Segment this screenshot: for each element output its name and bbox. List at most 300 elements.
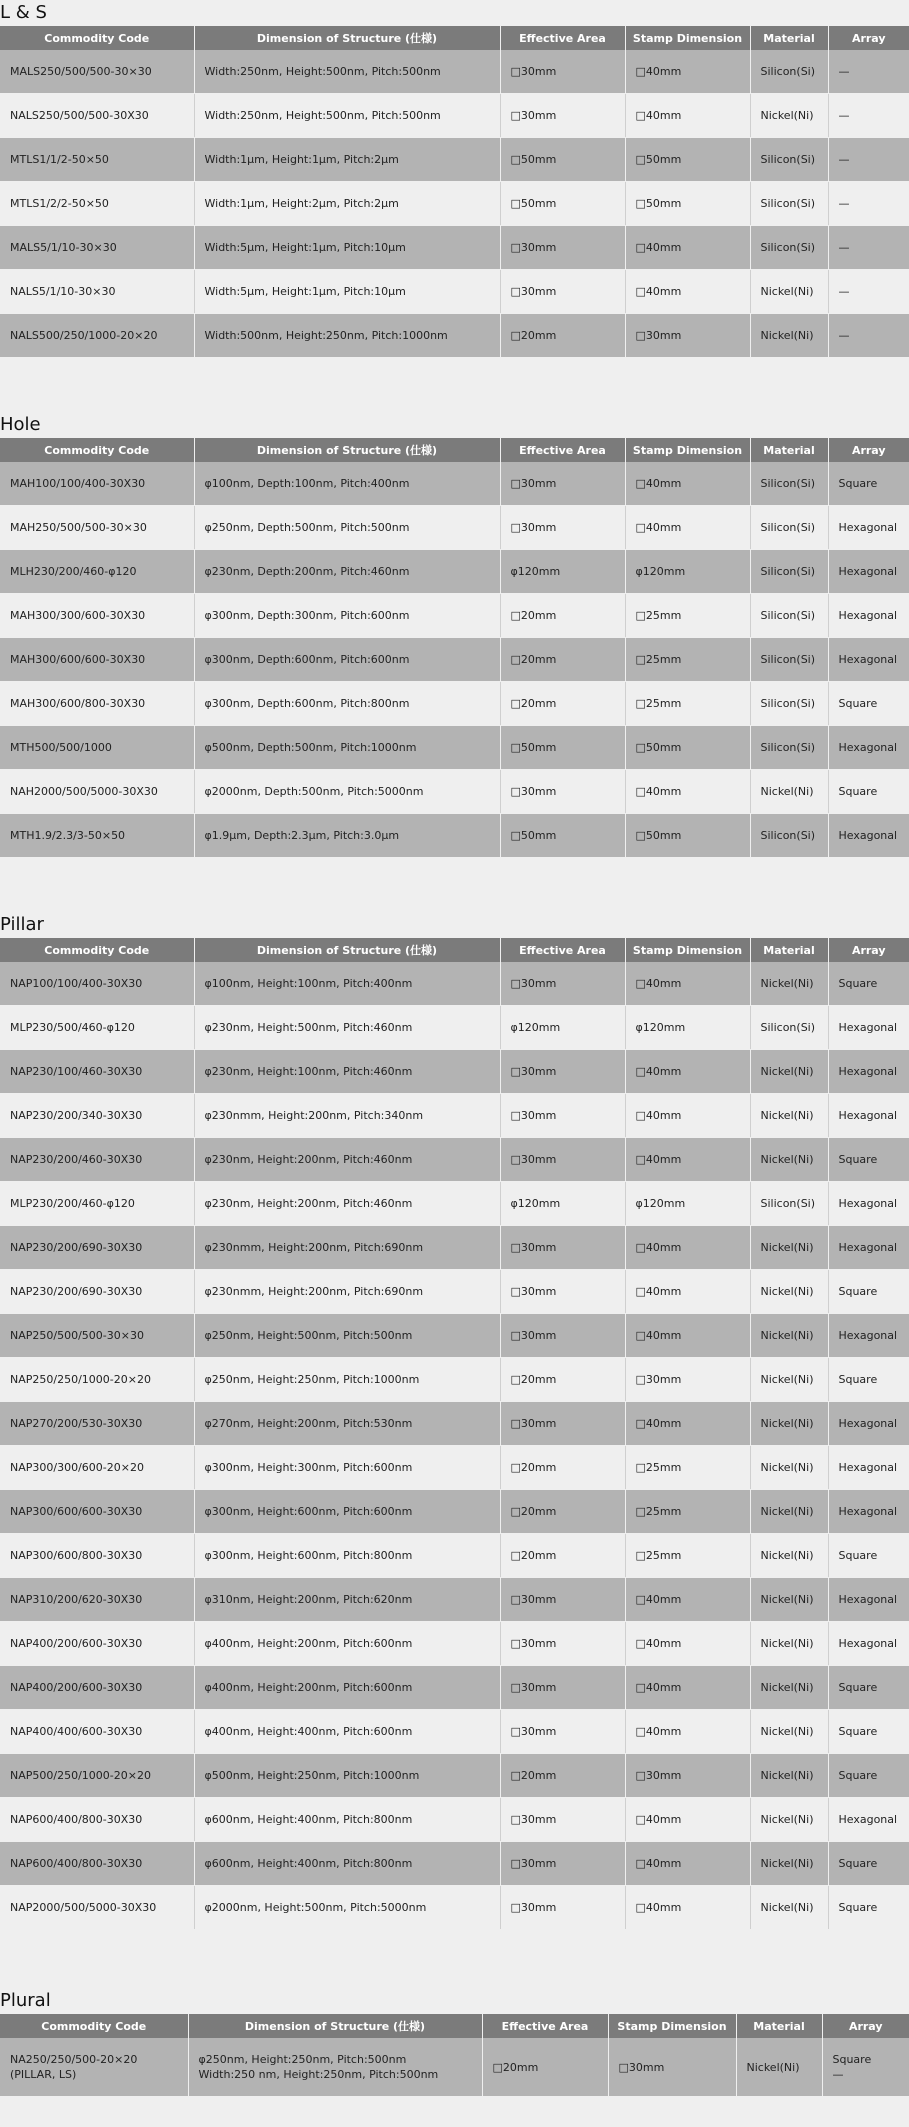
table-row <box>0 1622 909 1666</box>
header-dimension: Dimension of Structure (仕様) <box>188 2014 482 2038</box>
material-cell: Nickel(Ni) <box>750 94 828 138</box>
dimension-cell: Width:1μm, Height:2μm, Pitch:2μm <box>194 182 500 226</box>
table-row <box>0 1842 909 1886</box>
array-cell: Square <box>828 1842 909 1886</box>
material-cell: Nickel(Ni) <box>750 1842 828 1886</box>
stamp-dimension-cell: □40mm <box>625 962 750 1006</box>
commodity-code-cell: NAP600/400/800-30X30 <box>0 1842 194 1886</box>
table-row <box>0 1182 909 1226</box>
stamp-dimension-cell: □40mm <box>625 94 750 138</box>
effective-area-cell: □30mm <box>500 1798 625 1842</box>
commodity-code-cell: NAP270/200/530-30X30 <box>0 1402 194 1446</box>
array-cell: — <box>828 226 909 270</box>
material-cell: Silicon(Si) <box>750 182 828 226</box>
effective-area-cell: □30mm <box>500 270 625 314</box>
table-row <box>0 1006 909 1050</box>
array-cell: Square <box>828 1358 909 1402</box>
array-cell: Square <box>828 1138 909 1182</box>
commodity-code-cell: NAP250/500/500-30×30 <box>0 1314 194 1358</box>
table-row <box>0 1798 909 1842</box>
material-cell: Silicon(Si) <box>750 226 828 270</box>
table-row <box>0 1402 909 1446</box>
array-cell: Square <box>828 770 909 814</box>
effective-area-cell: □30mm <box>500 506 625 550</box>
dimension-cell: Width:250nm, Height:500nm, Pitch:500nm <box>194 50 500 94</box>
commodity-code-cell: MALS5/1/10-30×30 <box>0 226 194 270</box>
table-row <box>0 1094 909 1138</box>
material-cell: Nickel(Ni) <box>750 1358 828 1402</box>
effective-area-cell: □30mm <box>500 1050 625 1094</box>
stamp-dimension-cell: □50mm <box>625 138 750 182</box>
effective-area-cell: □30mm <box>500 226 625 270</box>
array-cell: — <box>828 94 909 138</box>
table-row <box>0 1138 909 1182</box>
material-cell: Nickel(Ni) <box>750 770 828 814</box>
material-cell: Silicon(Si) <box>750 50 828 94</box>
dimension-cell: φ300nm, Height:300nm, Pitch:600nm <box>194 1446 500 1490</box>
dimension-cell: φ100nm, Depth:100nm, Pitch:400nm <box>194 462 500 506</box>
commodity-code-cell: MTLS1/1/2-50×50 <box>0 138 194 182</box>
material-cell: Nickel(Ni) <box>750 1886 828 1930</box>
header-commodity-code: Commodity Code <box>0 26 194 50</box>
effective-area-cell: □30mm <box>500 962 625 1006</box>
effective-area-cell: □30mm <box>500 1094 625 1138</box>
table-row <box>0 506 909 550</box>
stamp-dimension-cell: □25mm <box>625 1490 750 1534</box>
header-effective-area: Effective Area <box>500 938 625 962</box>
stamp-dimension-cell: □30mm <box>625 1754 750 1798</box>
effective-area-cell: φ120mm <box>500 1182 625 1226</box>
header-material: Material <box>750 26 828 50</box>
array-cell: Square <box>828 462 909 506</box>
stamp-dimension-cell: □40mm <box>625 1666 750 1710</box>
material-cell: Nickel(Ni) <box>750 1226 828 1270</box>
stamp-dimension-cell: φ120mm <box>625 1006 750 1050</box>
stamp-dimension-cell: □30mm <box>608 2038 736 2097</box>
effective-area-cell: □30mm <box>500 770 625 814</box>
material-cell: Nickel(Ni) <box>750 1666 828 1710</box>
stamp-dimension-cell: □25mm <box>625 682 750 726</box>
pillar-table <box>0 938 909 1930</box>
table-row <box>0 314 909 358</box>
effective-area-cell: φ120mm <box>500 1006 625 1050</box>
dimension-cell: φ230nmm, Height:200nm, Pitch:340nm <box>194 1094 500 1138</box>
array-cell: Hexagonal <box>828 1226 909 1270</box>
effective-area-cell: □30mm <box>500 94 625 138</box>
section-title-ls: L & S <box>0 2 47 23</box>
stamp-dimension-cell: □25mm <box>625 1446 750 1490</box>
table-row <box>0 1666 909 1710</box>
effective-area-cell: □30mm <box>500 1402 625 1446</box>
dimension-cell: Width:5μm, Height:1μm, Pitch:10μm <box>194 226 500 270</box>
stamp-dimension-cell: □40mm <box>625 1138 750 1182</box>
stamp-dimension-cell: □30mm <box>625 314 750 358</box>
material-cell: Nickel(Ni) <box>750 962 828 1006</box>
dimension-cell: Width:5μm, Height:1μm, Pitch:10μm <box>194 270 500 314</box>
dimension-cell: φ230nm, Height:100nm, Pitch:460nm <box>194 1050 500 1094</box>
dimension-cell: φ600nm, Height:400nm, Pitch:800nm <box>194 1842 500 1886</box>
table-row <box>0 1534 909 1578</box>
commodity-code-cell: NALS5/1/10-30×30 <box>0 270 194 314</box>
stamp-dimension-cell: □50mm <box>625 182 750 226</box>
effective-area-cell: □30mm <box>500 1622 625 1666</box>
material-cell: Silicon(Si) <box>750 594 828 638</box>
table-row <box>0 1050 909 1094</box>
array-cell: — <box>828 50 909 94</box>
header-commodity-code: Commodity Code <box>0 938 194 962</box>
commodity-code-cell: NAP250/250/1000-20×20 <box>0 1358 194 1402</box>
array-cell: Hexagonal <box>828 1402 909 1446</box>
dimension-cell: φ300nm, Depth:600nm, Pitch:600nm <box>194 638 500 682</box>
effective-area-cell: □30mm <box>500 1226 625 1270</box>
array-cell: Hexagonal <box>828 1006 909 1050</box>
header-material: Material <box>736 2014 822 2038</box>
array-cell: Square <box>828 962 909 1006</box>
stamp-dimension-cell: □40mm <box>625 1050 750 1094</box>
stamp-dimension-cell: □40mm <box>625 1314 750 1358</box>
array-cell <box>822 2038 909 2097</box>
effective-area-cell: □30mm <box>500 1710 625 1754</box>
material-cell: Nickel(Ni) <box>750 1490 828 1534</box>
table-row <box>0 2038 909 2097</box>
dimension-cell <box>188 2038 482 2097</box>
dimension-cell: φ230nmm, Height:200nm, Pitch:690nm <box>194 1226 500 1270</box>
stamp-dimension-cell: □40mm <box>625 462 750 506</box>
material-cell: Nickel(Ni) <box>750 1710 828 1754</box>
effective-area-cell: □30mm <box>500 1578 625 1622</box>
dimension-cell: φ100nm, Height:100nm, Pitch:400nm <box>194 962 500 1006</box>
dimension-cell: φ270nm, Height:200nm, Pitch:530nm <box>194 1402 500 1446</box>
commodity-code-cell: NAP500/250/1000-20×20 <box>0 1754 194 1798</box>
array-cell: — <box>828 314 909 358</box>
commodity-code-cell: MLP230/500/460-φ120 <box>0 1006 194 1050</box>
dimension-cell: φ500nm, Height:250nm, Pitch:1000nm <box>194 1754 500 1798</box>
material-cell: Nickel(Ni) <box>750 1050 828 1094</box>
array-cell: Hexagonal <box>828 1446 909 1490</box>
dimension-cell-line: Width:250 nm, Height:250nm, Pitch:500nm <box>198 2068 439 2081</box>
header-array: Array <box>828 938 909 962</box>
effective-area-cell: □20mm <box>500 1534 625 1578</box>
commodity-code-cell: MAH300/300/600-30X30 <box>0 594 194 638</box>
section-title-hole: Hole <box>0 414 41 435</box>
effective-area-cell: □20mm <box>500 682 625 726</box>
effective-area-cell: □30mm <box>500 1842 625 1886</box>
commodity-code-cell: NAP230/200/460-30X30 <box>0 1138 194 1182</box>
material-cell: Nickel(Ni) <box>750 1402 828 1446</box>
header-dimension: Dimension of Structure (仕様) <box>194 938 500 962</box>
table-row <box>0 1226 909 1270</box>
array-cell: Hexagonal <box>828 1798 909 1842</box>
commodity-code-cell: MTH500/500/1000 <box>0 726 194 770</box>
dimension-cell: φ400nm, Height:200nm, Pitch:600nm <box>194 1666 500 1710</box>
header-dimension: Dimension of Structure (仕様) <box>194 26 500 50</box>
stamp-dimension-cell: □40mm <box>625 1798 750 1842</box>
dimension-cell: φ300nm, Height:600nm, Pitch:600nm <box>194 1490 500 1534</box>
array-cell: — <box>828 182 909 226</box>
ls-table <box>0 26 909 358</box>
dimension-cell: φ230nm, Height:500nm, Pitch:460nm <box>194 1006 500 1050</box>
dimension-cell: φ400nm, Height:200nm, Pitch:600nm <box>194 1622 500 1666</box>
table-row <box>0 50 909 94</box>
dimension-cell: φ500nm, Depth:500nm, Pitch:1000nm <box>194 726 500 770</box>
material-cell: Silicon(Si) <box>750 814 828 858</box>
material-cell: Silicon(Si) <box>750 726 828 770</box>
header-stamp-dimension: Stamp Dimension <box>625 938 750 962</box>
material-cell: Nickel(Ni) <box>750 1094 828 1138</box>
header-effective-area: Effective Area <box>482 2014 608 2038</box>
material-cell: Nickel(Ni) <box>750 1138 828 1182</box>
stamp-dimension-cell: □40mm <box>625 1270 750 1314</box>
commodity-code-cell: NAP230/200/690-30X30 <box>0 1226 194 1270</box>
header-material: Material <box>750 938 828 962</box>
dimension-cell: φ600nm, Height:400nm, Pitch:800nm <box>194 1798 500 1842</box>
dimension-cell: φ2000nm, Height:500nm, Pitch:5000nm <box>194 1886 500 1930</box>
section-title-plural: Plural <box>0 1990 51 2011</box>
stamp-dimension-cell: □40mm <box>625 1886 750 1930</box>
material-cell: Nickel(Ni) <box>750 1446 828 1490</box>
array-cell: Square <box>828 682 909 726</box>
effective-area-cell: □20mm <box>500 1754 625 1798</box>
array-cell: Square <box>828 1666 909 1710</box>
table-row <box>0 1490 909 1534</box>
commodity-code-cell: NAP230/200/340-30X30 <box>0 1094 194 1138</box>
table-header-row <box>0 438 909 462</box>
table-row <box>0 770 909 814</box>
dimension-cell: φ230nm, Height:200nm, Pitch:460nm <box>194 1138 500 1182</box>
material-cell: Silicon(Si) <box>750 1182 828 1226</box>
commodity-code-cell: MAH100/100/400-30X30 <box>0 462 194 506</box>
commodity-code-cell: NAP230/100/460-30X30 <box>0 1050 194 1094</box>
table-header-row <box>0 26 909 50</box>
dimension-cell: φ230nmm, Height:200nm, Pitch:690nm <box>194 1270 500 1314</box>
table-header-row <box>0 2014 909 2038</box>
table-row <box>0 182 909 226</box>
commodity-code-cell: MAH300/600/800-30X30 <box>0 682 194 726</box>
stamp-dimension-cell: □30mm <box>625 1358 750 1402</box>
stamp-dimension-cell: □40mm <box>625 506 750 550</box>
commodity-code-cell: NAP300/600/600-30X30 <box>0 1490 194 1534</box>
commodity-code-cell <box>0 2038 188 2097</box>
commodity-code-cell: MALS250/500/500-30×30 <box>0 50 194 94</box>
material-cell: Nickel(Ni) <box>750 1622 828 1666</box>
commodity-code-cell: NAP300/300/600-20×20 <box>0 1446 194 1490</box>
stamp-dimension-cell: φ120mm <box>625 550 750 594</box>
material-cell: Nickel(Ni) <box>750 1314 828 1358</box>
stamp-dimension-cell: □40mm <box>625 270 750 314</box>
header-material: Material <box>750 438 828 462</box>
commodity-code-cell: MLH230/200/460-φ120 <box>0 550 194 594</box>
dimension-cell: φ300nm, Depth:300nm, Pitch:600nm <box>194 594 500 638</box>
dimension-cell: φ1.9μm, Depth:2.3μm, Pitch:3.0μm <box>194 814 500 858</box>
array-cell-line: — <box>832 2068 844 2081</box>
effective-area-cell: □30mm <box>500 1886 625 1930</box>
commodity-code-cell: NAP600/400/800-30X30 <box>0 1798 194 1842</box>
commodity-code-cell: NAP100/100/400-30X30 <box>0 962 194 1006</box>
stamp-dimension-cell: □40mm <box>625 1402 750 1446</box>
array-cell: Hexagonal <box>828 594 909 638</box>
table-row <box>0 594 909 638</box>
commodity-code-cell-line: (PILLAR, LS) <box>10 2068 77 2081</box>
stamp-dimension-cell: □40mm <box>625 1622 750 1666</box>
stamp-dimension-cell: □40mm <box>625 1578 750 1622</box>
header-commodity-code: Commodity Code <box>0 438 194 462</box>
table-row <box>0 1710 909 1754</box>
table-row <box>0 638 909 682</box>
commodity-code-cell: NAP400/400/600-30X30 <box>0 1710 194 1754</box>
array-cell-line: Square <box>832 2053 872 2066</box>
effective-area-cell: □20mm <box>482 2038 608 2097</box>
header-stamp-dimension: Stamp Dimension <box>625 26 750 50</box>
material-cell: Silicon(Si) <box>750 638 828 682</box>
array-cell: Square <box>828 1754 909 1798</box>
stamp-dimension-cell: □40mm <box>625 50 750 94</box>
table-row <box>0 1578 909 1622</box>
stamp-dimension-cell: □50mm <box>625 726 750 770</box>
header-commodity-code: Commodity Code <box>0 2014 188 2038</box>
header-stamp-dimension: Stamp Dimension <box>608 2014 736 2038</box>
commodity-code-cell: NALS250/500/500-30X30 <box>0 94 194 138</box>
dimension-cell: φ250nm, Height:250nm, Pitch:1000nm <box>194 1358 500 1402</box>
array-cell: Square <box>828 1270 909 1314</box>
stamp-dimension-cell: □25mm <box>625 594 750 638</box>
table-header-row <box>0 938 909 962</box>
material-cell: Silicon(Si) <box>750 462 828 506</box>
effective-area-cell: □50mm <box>500 138 625 182</box>
effective-area-cell: □20mm <box>500 594 625 638</box>
stamp-dimension-cell: □40mm <box>625 1226 750 1270</box>
array-cell: — <box>828 270 909 314</box>
array-cell: Hexagonal <box>828 726 909 770</box>
table-row <box>0 1754 909 1798</box>
array-cell: Hexagonal <box>828 1578 909 1622</box>
dimension-cell: φ250nm, Depth:500nm, Pitch:500nm <box>194 506 500 550</box>
commodity-code-cell: MTH1.9/2.3/3-50×50 <box>0 814 194 858</box>
dimension-cell: φ310nm, Height:200nm, Pitch:620nm <box>194 1578 500 1622</box>
dimension-cell: φ300nm, Height:600nm, Pitch:800nm <box>194 1534 500 1578</box>
commodity-code-cell: NAP400/200/600-30X30 <box>0 1666 194 1710</box>
effective-area-cell: □50mm <box>500 814 625 858</box>
table-row <box>0 1270 909 1314</box>
effective-area-cell: □30mm <box>500 50 625 94</box>
table-row <box>0 226 909 270</box>
table-row <box>0 1358 909 1402</box>
commodity-code-cell: MAH300/600/600-30X30 <box>0 638 194 682</box>
effective-area-cell: □30mm <box>500 1314 625 1358</box>
material-cell: Silicon(Si) <box>750 506 828 550</box>
dimension-cell: Width:500nm, Height:250nm, Pitch:1000nm <box>194 314 500 358</box>
table-row <box>0 682 909 726</box>
hole-table <box>0 438 909 858</box>
header-stamp-dimension: Stamp Dimension <box>625 438 750 462</box>
table-row <box>0 270 909 314</box>
material-cell: Nickel(Ni) <box>750 314 828 358</box>
stamp-dimension-cell: □40mm <box>625 226 750 270</box>
header-array: Array <box>828 26 909 50</box>
effective-area-cell: □20mm <box>500 314 625 358</box>
dimension-cell-line: φ250nm, Height:250nm, Pitch:500nm <box>198 2053 407 2066</box>
array-cell: Hexagonal <box>828 506 909 550</box>
effective-area-cell: □20mm <box>500 1490 625 1534</box>
material-cell: Silicon(Si) <box>750 138 828 182</box>
stamp-dimension-cell: □50mm <box>625 814 750 858</box>
dimension-cell: φ400nm, Height:400nm, Pitch:600nm <box>194 1710 500 1754</box>
dimension-cell: φ250nm, Height:500nm, Pitch:500nm <box>194 1314 500 1358</box>
dimension-cell: Width:1μm, Height:1μm, Pitch:2μm <box>194 138 500 182</box>
material-cell: Nickel(Ni) <box>750 1754 828 1798</box>
array-cell: Hexagonal <box>828 1050 909 1094</box>
material-cell: Nickel(Ni) <box>750 1798 828 1842</box>
array-cell: Hexagonal <box>828 1094 909 1138</box>
array-cell: Hexagonal <box>828 814 909 858</box>
stamp-dimension-cell: □40mm <box>625 770 750 814</box>
dimension-cell: φ300nm, Depth:600nm, Pitch:800nm <box>194 682 500 726</box>
table-row <box>0 550 909 594</box>
dimension-cell: φ230nm, Depth:200nm, Pitch:460nm <box>194 550 500 594</box>
array-cell: Hexagonal <box>828 1182 909 1226</box>
table-row <box>0 94 909 138</box>
array-cell: Hexagonal <box>828 550 909 594</box>
array-cell: — <box>828 138 909 182</box>
commodity-code-cell: NAP310/200/620-30X30 <box>0 1578 194 1622</box>
array-cell: Hexagonal <box>828 1314 909 1358</box>
effective-area-cell: □20mm <box>500 638 625 682</box>
material-cell: Nickel(Ni) <box>750 1578 828 1622</box>
table-row <box>0 138 909 182</box>
header-dimension: Dimension of Structure (仕様) <box>194 438 500 462</box>
table-row <box>0 726 909 770</box>
material-cell: Nickel(Ni) <box>750 1270 828 1314</box>
commodity-code-cell-line: NA250/250/500-20×20 <box>10 2053 138 2066</box>
effective-area-cell: □50mm <box>500 182 625 226</box>
material-cell: Nickel(Ni) <box>736 2038 822 2097</box>
effective-area-cell: φ120mm <box>500 550 625 594</box>
effective-area-cell: □50mm <box>500 726 625 770</box>
table-row <box>0 1446 909 1490</box>
header-array: Array <box>822 2014 909 2038</box>
dimension-cell: Width:250nm, Height:500nm, Pitch:500nm <box>194 94 500 138</box>
stamp-dimension-cell: □40mm <box>625 1710 750 1754</box>
table-row <box>0 1314 909 1358</box>
material-cell: Nickel(Ni) <box>750 1534 828 1578</box>
table-row <box>0 1886 909 1930</box>
effective-area-cell: □30mm <box>500 1270 625 1314</box>
stamp-dimension-cell: φ120mm <box>625 1182 750 1226</box>
commodity-code-cell: MTLS1/2/2-50×50 <box>0 182 194 226</box>
commodity-code-cell: NAP2000/500/5000-30X30 <box>0 1886 194 1930</box>
material-cell: Nickel(Ni) <box>750 270 828 314</box>
header-array: Array <box>828 438 909 462</box>
commodity-code-cell: NAH2000/500/5000-30X30 <box>0 770 194 814</box>
stamp-dimension-cell: □40mm <box>625 1094 750 1138</box>
material-cell: Silicon(Si) <box>750 682 828 726</box>
header-effective-area: Effective Area <box>500 438 625 462</box>
effective-area-cell: □30mm <box>500 1138 625 1182</box>
array-cell: Square <box>828 1710 909 1754</box>
commodity-code-cell: NAP230/200/690-30X30 <box>0 1270 194 1314</box>
plural-table <box>0 2014 909 2097</box>
material-cell: Silicon(Si) <box>750 1006 828 1050</box>
array-cell: Hexagonal <box>828 1490 909 1534</box>
commodity-code-cell: NAP400/200/600-30X30 <box>0 1622 194 1666</box>
array-cell: Square <box>828 1534 909 1578</box>
commodity-code-cell: MAH250/500/500-30×30 <box>0 506 194 550</box>
commodity-code-cell: MLP230/200/460-φ120 <box>0 1182 194 1226</box>
effective-area-cell: □30mm <box>500 462 625 506</box>
commodity-code-cell: NAP300/600/800-30X30 <box>0 1534 194 1578</box>
stamp-dimension-cell: □25mm <box>625 1534 750 1578</box>
section-title-pillar: Pillar <box>0 914 44 935</box>
material-cell: Silicon(Si) <box>750 550 828 594</box>
